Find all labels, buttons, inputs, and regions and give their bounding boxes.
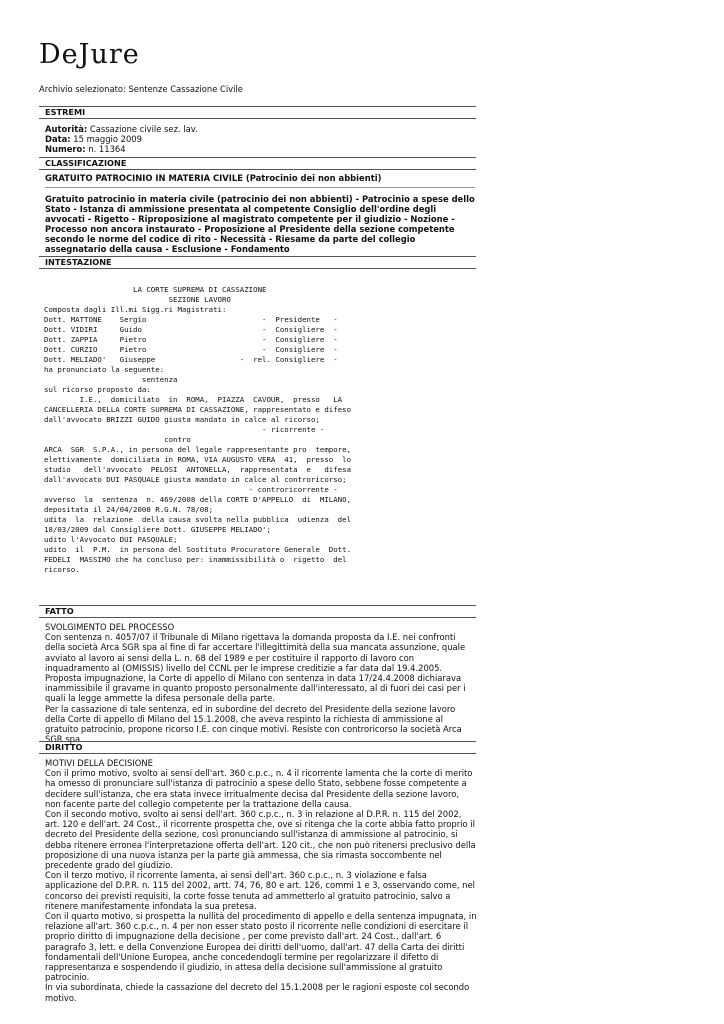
estremi-numero: Numero: n. 11364 — [45, 144, 126, 154]
diritto-paragraph: Con il primo motivo, svolto ai sensi dell'art. 360 c.p.c., n. 4 il ricorrente lamenta che la corte di merito ha omesso di pronunciare sull'istanza di patrocinio a spese dello Stato, sebbene fosse competente a decidere sull'istanza, che era stata invece irritualmente decisa dal Presidente della sezione lavoro, non facente parte del collegio competente per la trattazione della causa. — [45, 768, 473, 809]
archive-label: Archivio selezionato: Sentenze Cassazione Civile — [39, 84, 243, 94]
section-header-fatto — [39, 605, 476, 618]
diritto-heading: MOTIVI DELLA DECISIONE — [45, 758, 153, 768]
fatto-heading: SVOLGIMENTO DEL PROCESSO — [45, 622, 175, 632]
estremi-data: Data: 15 maggio 2009 — [45, 134, 142, 144]
dejure-logo: DeJure — [39, 39, 140, 70]
diritto-paragraph: Con il secondo motivo, svolto ai sensi dell'art. 360 c.p.c., n. 3 in relazione al D.P.R. n. 115 del 2002, art. 120 e dell'art. 24 Cost., il ricorrente prospetta che, ove si ritenga che la corte abbia fatto proprio il decreto del Presidente della sezione, così pronunciando sull'istanza di ammissione al patrocinio, si debba ritenere erronea l'interpretazione offerta dell'art. 120 cit., che non può ritenersi preclusivo della proposizione di una nuova istanza per la parte già ammessa, che sia rimasta soccombente nel precedente grado del giudizio. — [45, 809, 476, 871]
section-title: CLASSIFICAZIONE — [45, 158, 127, 168]
section-header-diritto — [39, 741, 476, 754]
diritto-body — [45, 758, 477, 1003]
section-header-classificazione — [39, 157, 476, 170]
diritto-paragraph: Con il terzo motivo, il ricorrente lamenta, ai sensi dell'art. 360 c.p.c., n. 3 violazione e falsa applicazione del D.P.R. n. 115 del 2002, artt. 74, 76, 80 e art. 126, commi 1 e 3, osservando come, nel concorso dei previsti requisiti, la corte fosse tenuta ad ammetterlo al gratuito patrocinio, salvo a ritenere manifestamente infondata la sua pretesa. — [45, 870, 475, 911]
section-title: INTESTAZIONE — [45, 257, 112, 267]
estremi-autorita: Autorità: Cassazione civile sez. lav. — [45, 124, 198, 134]
fatto-paragraph: Con sentenza n. 4057/07 il Tribunale di Milano rigettava la domanda proposta da I.E. nei confronti della società Arca SGR spa al fine di far accertare l'illegittimità della sua mancata assunzione, quale avviato al lavoro ai sensi della L. n. 68 del 1989 e per costituire il rapporto di lavoro con inquadramento al (OMISSIS) livello del CCNL per le imprese creditizie a far data dal 19.4.2005. — [45, 632, 466, 673]
intestazione-text: LA CORTE SUPREMA DI CASSAZIONE SEZIONE LAVORO Composta dagli Ill.mi Sigg.ri Magistrati: Dott. MATTONE Sergio - Presidente - Dott. VIDIRI Guido - Consigliere - Dott. ZAPPIA Pietro - Consigliere - Dott. CURZIO Pietro - Consigliere - Dott. MELIADO' Giuseppe - rel. Consigliere - ha pronunciato la seguente: sentenza sul ricorso proposto da: I.E., domiciliato in ROMA, PIAZZA CAVOUR, presso LA CANCELLERIA DELLA CORTE SUPREMA DI CASSAZIONE, rappresentato e difeso dall'avvocato BRIZZI GUIDO giusta mandato in calce al ricorso; - ricorrente - contro ARCA SGR S.P.A., in persona del legale rappresentante pro tempore, elettivamente domiciliata in ROMA, VIA AUGUSTO VERA 41, presso lo studio dell'avvocato PELOSI ANTONELLA, rappresentata e difesa dall'avvocato DUI PASQUALE giusta mandato in calce al controricorso; - controricorrente - avverso la sentenza n. 469/2008 della CORTE D'APPELLO di MILANO, depositata il 24/04/2008 R.G.N. 78/08; udita la relazione della causa svolta nella pubblica udienza del 18/03/2009 dal Consigliere Dott. GIUSEPPE MELIADO'; udito l'Avvocato DUI PASQUALE; udito il P.M. in persona del Sostituto Procuratore Generale Dott. FEDELI MASSIMO che ha concluso per: inammissibilità o rigetto del ricorso. — [44, 285, 352, 574]
diritto-paragraph: In via subordinata, chiede la cassazione del decreto del 15.1.2008 per le ragioni esposte col secondo motivo. — [45, 982, 470, 1003]
fatto-body — [45, 622, 477, 744]
fatto-paragraph: Proposta impugnazione, la Corte di appello di Milano con sentenza in data 17/24.4.2008 dichiarava inammissibile il gravame in quanto proposto personalmente dall'interessato, al di fuori dei casi per i quali la legge ammette la difesa personale della parte. — [45, 673, 466, 704]
diritto-paragraph: Con il quarto motivo, si prospetta la nullità del procedimento di appello e della sentenza impugnata, in relazione all'art. 360 c.p.c., n. 4 per non esser stato posto il ricorrente nelle condizioni di esercitare il proprio diritto di impugnazione della decisione , per come previsto dall'art. 24 Cost., dall'art. 6 paragrafo 3, lett. e della Convenzione Europea dei diritti dell'uomo, dall'art. 47 della Carta dei diritti fondamentali dell'Unione Europea, anche concedendogli termine per regolarizzare il difetto di rappresentanza e sospendendo il giudizio, in attesa della decisione sull'ammissione al gratuito patrocinio. — [45, 911, 477, 983]
fatto-paragraph: Per la cassazione di tale sentenza, ed in subordine del decreto del Presidente della sezione lavoro della Corte di appello di Milano del 15.1.2008, che aveva respinto la richiesta di ammissione al gratuito patrocinio, propone ricorso I.E. con cinque motivi. Resiste con controricorso la società Arca SGR spa. — [45, 703, 462, 745]
section-title: DIRITTO — [45, 742, 83, 752]
massima-text: Gratuito patrocinio in materia civile (patrocinio dei non abbienti) - Patrocinio a spese dello Stato - Istanza di ammissione presentata al competente Consiglio dell'ordine degli avvocati - Rigetto - Riproposizione al magistrato competente per il giudizio - Nozione - Processo non ancora instaurato - Proposizione al Presidente della sezione competente secondo le norme del codice di rito - Necessità - Riesame da parte del collegio assegnatario della causa - Esclusione - Fondamento — [45, 194, 475, 254]
classificazione-title: GRATUITO PATROCINIO IN MATERIA CIVILE (Patrocinio dei non abbienti) — [45, 173, 382, 183]
section-header-intestazione — [39, 256, 476, 269]
section-title: ESTREMI — [45, 107, 86, 117]
section-header-estremi — [39, 106, 476, 119]
section-title: FATTO — [45, 606, 74, 616]
divider — [45, 187, 475, 188]
